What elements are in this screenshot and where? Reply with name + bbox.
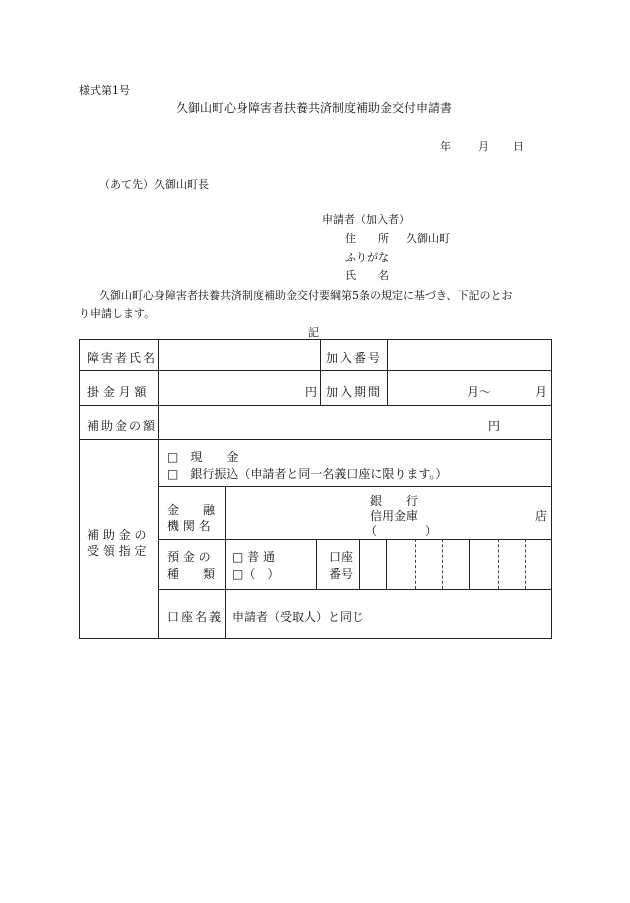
col-divider: [316, 539, 317, 589]
col-divider: [320, 340, 321, 405]
account-digit-divider: [442, 539, 443, 589]
financial-institution-label-2: 機 関 名: [167, 519, 211, 533]
account-digit-divider: [525, 539, 526, 589]
body-text-line1: 久御山町心身障害者扶養共済制度補助金交付要綱第5条の規定に基づき、下記のとお: [99, 289, 513, 302]
deposit-type-label-1: 預 金 の: [167, 550, 211, 564]
account-digit-divider: [498, 539, 499, 589]
row-divider: [159, 539, 551, 540]
bank-suffix: 銀 行: [370, 494, 419, 508]
member-number-field[interactable]: [391, 342, 547, 368]
body-text-line2: り申請します。: [79, 307, 156, 320]
col-divider: [359, 539, 360, 589]
address-value: 久御山町: [406, 232, 450, 245]
furigana-label: ふりがな: [345, 251, 389, 264]
cash-checkbox-option[interactable]: □ 現 金: [167, 450, 239, 464]
receipt-designation-label-2: 受 領 指 定: [87, 544, 147, 558]
name-label: 氏 名: [345, 269, 389, 282]
date-day-label: 日: [513, 140, 524, 153]
other-account-checkbox[interactable]: □（ ）: [232, 567, 280, 581]
account-holder-label: 口座名義: [167, 610, 224, 624]
form-number: 様式第1号: [79, 84, 130, 97]
application-table: [79, 339, 552, 639]
row-divider: [159, 486, 551, 487]
account-number-label-2: 番号: [329, 567, 354, 581]
address-label: 住 所: [345, 232, 389, 245]
row-divider: [80, 370, 551, 371]
deposit-type-label-2: 種 類: [167, 567, 216, 581]
row-divider: [80, 405, 551, 406]
row-divider: [80, 439, 551, 440]
receipt-designation-label-1: 補 助 金 の: [87, 528, 147, 542]
disabled-person-name-label: 障害者氏名: [87, 351, 158, 365]
ordinary-account-checkbox[interactable]: □ 普 通: [232, 550, 275, 564]
bank-transfer-checkbox-option[interactable]: □ 銀行振込（申請者と同一名義口座に限ります。）: [167, 467, 448, 481]
financial-institution-label-1: 金 融: [167, 503, 216, 517]
disabled-person-name-field[interactable]: [163, 342, 317, 368]
branch-suffix: 店: [535, 509, 548, 523]
shinkin-suffix: 信用金庫: [370, 509, 419, 523]
col-divider: [158, 340, 159, 638]
date-month-label: 月: [478, 140, 489, 153]
member-number-label: 加入番号: [326, 351, 383, 365]
date-year-label: 年: [440, 140, 451, 153]
document-title: 久御山町心身障害者扶養共済制度補助金交付申請書: [176, 101, 453, 115]
account-digit-divider: [415, 539, 416, 589]
account-holder-value: 申請者（受取人）と同じ: [232, 610, 365, 624]
account-digit-divider: [386, 539, 387, 589]
row-divider: [159, 589, 551, 590]
period-end-month: 月: [535, 385, 548, 399]
period-start-month: 月～: [467, 385, 492, 399]
subsidy-amount-label: 補助金の額: [87, 419, 158, 433]
other-institution-paren: （ ）: [365, 524, 438, 538]
applicant-heading: 申請者（加入者）: [322, 213, 410, 226]
col-divider: [225, 486, 226, 638]
ki-mark: 記: [308, 326, 319, 339]
enrollment-period-label: 加入期間: [326, 385, 383, 399]
monthly-premium-label: 掛 金 月 額: [87, 385, 147, 399]
monthly-premium-yen: 円: [305, 385, 318, 399]
account-number-label-1: 口座: [329, 550, 354, 564]
addressee: （あて先）久御山町長: [99, 178, 209, 191]
account-digit-divider: [469, 539, 470, 589]
col-divider: [387, 340, 388, 405]
subsidy-amount-yen: 円: [488, 419, 501, 433]
